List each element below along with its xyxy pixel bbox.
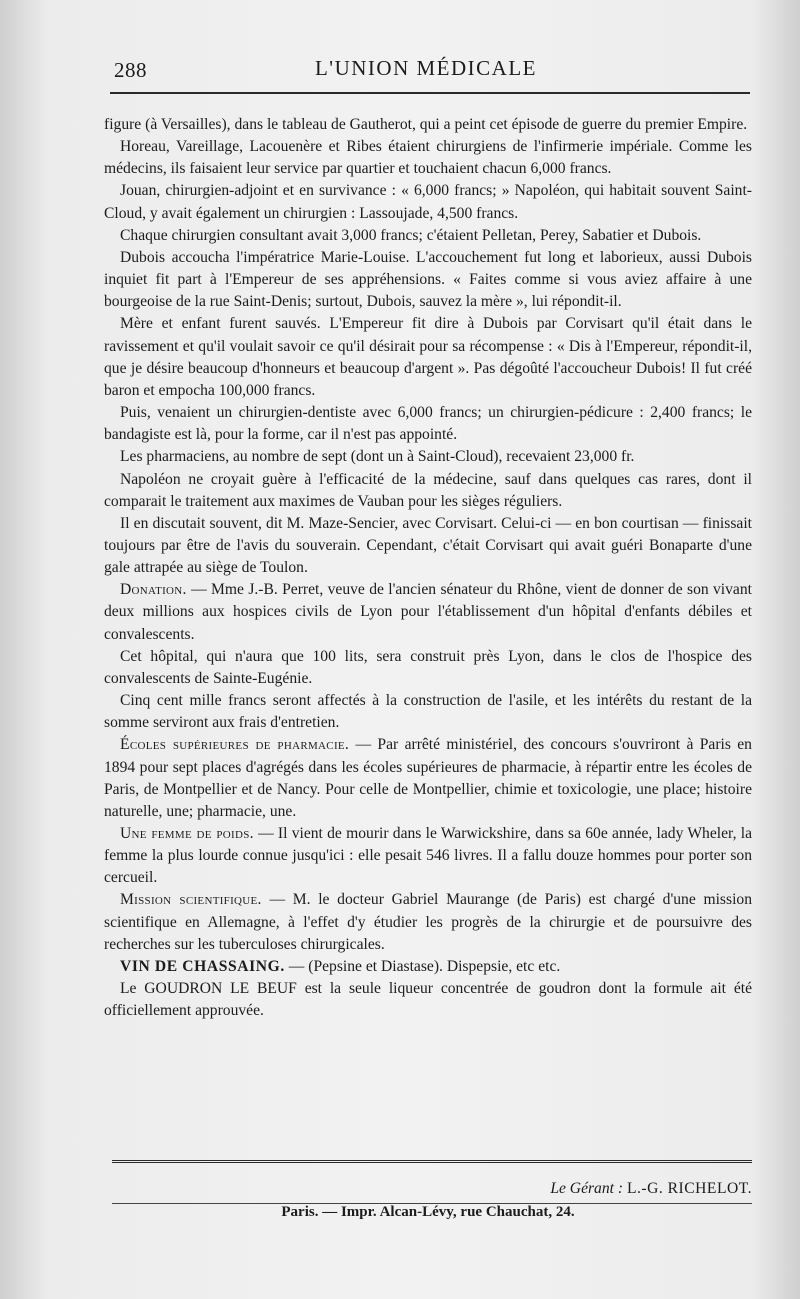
journal-title: L'UNION MÉDICALE — [314, 56, 537, 80]
news-item-heading: Mission scientifique. — [120, 891, 262, 909]
paragraph: figure (à Versailles), dans le tableau de Gautherot, qui a peint cet épisode de guerre du premier Empire. — [104, 116, 748, 133]
paragraph: Horeau, Vareillage, Lacouenère et Ribes étaient chirurgiens de l'infirmerie impériale. Comme les médecins, ils faisaient leur service par quartier et touchaient chacun 6,000 francs. — [104, 138, 752, 178]
printer-imprint: Paris. — Impr. Alcan-Lévy, rue Chauchat, 24. — [281, 1204, 575, 1220]
news-item-text: — Il vient de mourir dans le Warwickshire, dans sa 60e année, lady Wheler, la femme la plus lourde connue jusqu'ici : elle pesait 546 livres. Il a fallu douze hommes pour porter son cercueil. — [104, 825, 752, 887]
ad-prefix: Le — [120, 980, 145, 998]
news-item-donation — [104, 579, 752, 645]
news-item-text: — Mme J.-B. Perret, veuve de l'ancien sénateur du Rhône, vient de donner de son vivant deux millions aux hospices civils de Lyon pour l'établissement d'un hôpital d'enfants débiles et convalescents. — [104, 581, 752, 643]
paragraph: Les pharmaciens, au nombre de sept (dont un à Saint-Cloud), recevaient 23,000 fr. — [120, 448, 635, 466]
ad-text: est la seule liqueur concentrée de goudron dont la formule ait été officiellement approuvée. — [104, 980, 752, 1020]
page-header — [96, 48, 756, 84]
news-item-text: — Par arrêté ministériel, des concours s'ouvriront à Paris en 1894 pour sept places d'agrégés dans les écoles supérieures de pharmacie, à répartir entre les écoles de Paris, de Montpellier et de Nancy. Pour celle de Montpellier, chimie et toxicologie, une place; histoire naturelle, une; pharmacie, une. — [104, 736, 752, 820]
ad-brand: GOUDRON LE BEUF — [144, 980, 297, 998]
news-item-pharmacy — [104, 734, 752, 823]
paragraph: Puis, venaient un chirurgien-dentiste avec 6,000 francs; un chirurgien-pédicure : 2,400 francs; le bandagiste est là, pour la forme, car il n'est pas appointé. — [104, 404, 752, 444]
paragraph: Cinq cent mille francs seront affectés à la construction de l'asile, et les intérêts du restant de la somme serviront aux frais d'entretien. — [104, 692, 752, 732]
gerant-label: Le Gérant : — [550, 1180, 627, 1197]
advertisement-goudron — [104, 978, 752, 1022]
page-number: 288 — [114, 58, 147, 82]
header-rule — [110, 92, 750, 94]
ad-text: — (Pepsine et Diastase). Dispepsie, etc etc. — [284, 957, 561, 975]
news-item-heading: Donation. — [120, 581, 187, 599]
paragraph: Il en discutait souvent, dit M. Maze-Sencier, avec Corvisart. Celui-ci — en bon courtisan — finissait toujours par être de l'avis du souverain. Cependant, c'était Corvisart qui avait guéri Bonaparte d'une gale attrapée au siège de Toulon. — [104, 514, 752, 577]
news-item-heading: Une femme de poids. — [120, 825, 254, 842]
paragraph: Mère et enfant furent sauvés. L'Empereur fit dire à Dubois par Corvisart qu'il était dans le ravissement et qu'il voulait savoir ce qu'il désirait pour sa récompense : « Dis à l'Empereur, répondit-il, que je désire beaucoup d'honneurs et beaucoup d'argent ». Pas dégoûté l'accoucheur Dubois! Il fut créé baron et empocha 100,000 francs. — [104, 315, 752, 399]
paragraph: Chaque chirurgien consultant avait 3,000 francs; c'étaient Pelletan, Perey, Sabatier et Dubois. — [120, 226, 702, 244]
news-item-weight — [104, 823, 752, 889]
advertisement-chassaing — [104, 956, 752, 978]
article-body — [104, 114, 752, 1022]
ad-brand: VIN DE CHASSAING. — [120, 957, 285, 975]
paragraph: Cet hôpital, qui n'aura que 100 lits, sera construit près Lyon, dans le clos de l'hospice des convalescents de Sainte-Eugénie. — [104, 647, 752, 687]
news-item-heading: Écoles supérieures de pharmacie. — [120, 736, 350, 754]
gerant-line — [104, 1180, 752, 1198]
paragraph: Jouan, chirurgien-adjoint et en survivance : « 6,000 francs; » Napoléon, qui habitait souvent Saint-Cloud, y avait également un chirurgien : Lassoujade, 4,500 francs. — [104, 182, 752, 222]
paragraph: Dubois accoucha l'impératrice Marie-Louise. L'accouchement fut long et laborieux, aussi Dubois inquiet fit part à l'Empereur de ses appréhensions. « Faites comme si vous aviez affaire à une bourgeoise de la rue Saint-Denis; surtout, Dubois, sauvez la mère », lui répondit-il. — [104, 248, 752, 311]
news-item-mission — [104, 889, 752, 955]
footer-rule — [112, 1160, 752, 1165]
news-item-text: — M. le docteur Gabriel Maurange (de Paris) est chargé d'une mission scientifique en Allemagne, à l'effet d'y étudier les progrès de la chirurgie et de poursuivre des recherches sur les tuberculoses chirurgicales. — [104, 891, 752, 953]
paragraph: Napoléon ne croyait guère à l'efficacité de la médecine, sauf dans quelques cas rares, dont il comparait le traitement aux maximes de Vauban pour les sièges réguliers. — [104, 470, 752, 510]
gerant-name: L.-G. RICHELOT. — [626, 1180, 752, 1197]
